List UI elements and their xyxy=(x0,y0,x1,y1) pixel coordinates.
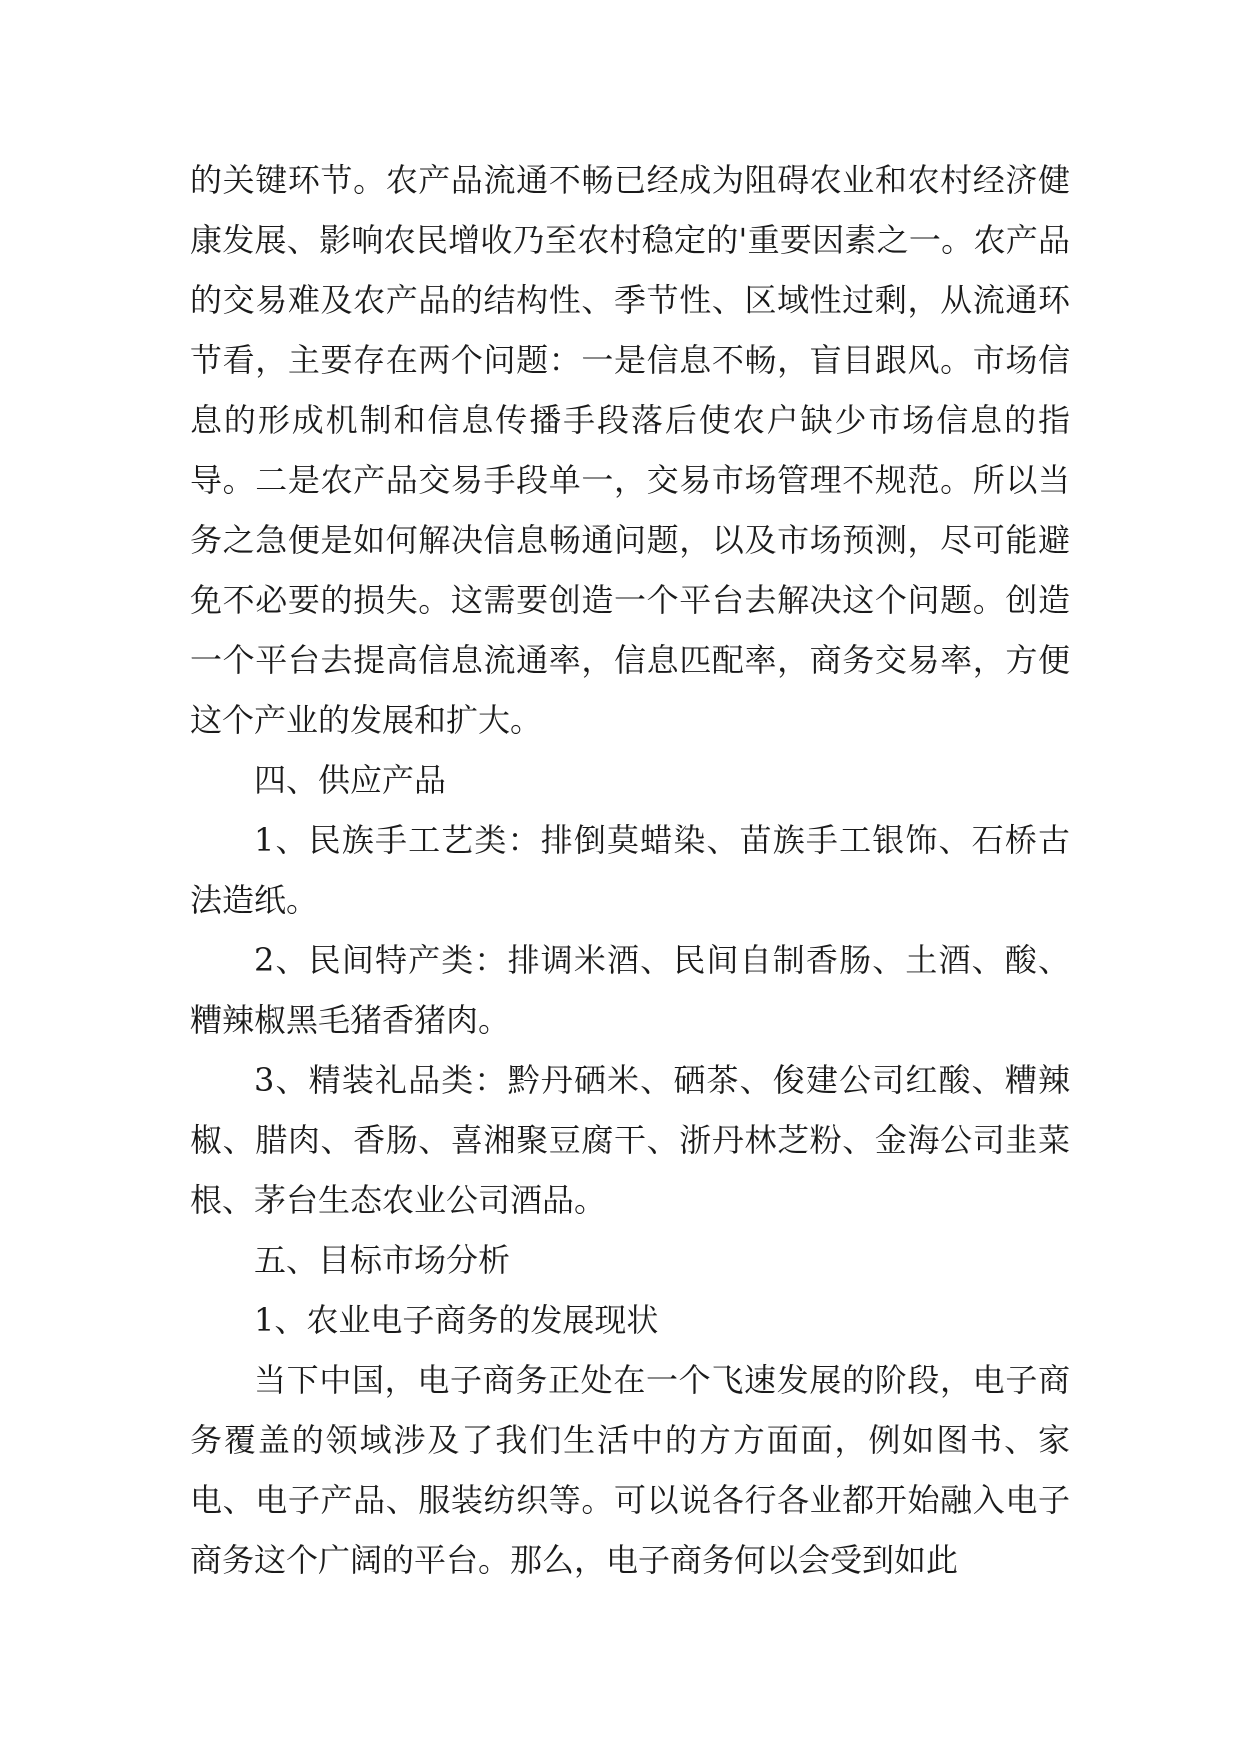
section-heading-supply-products: 四、供应产品 xyxy=(254,761,447,799)
list-item-ethnic-handicrafts: 1、民族手工艺类：排倒莫蜡染、苗族手工银饰、石桥古法造纸。 xyxy=(190,821,1070,919)
subheading-ecommerce-status: 1、农业电子商务的发展现状 xyxy=(254,1301,659,1339)
list-item-folk-specialties: 2、民间特产类：排调米酒、民间自制香肠、土酒、酸、糟辣椒黑毛猪香猪肉。 xyxy=(190,941,1070,1039)
list-item-gift-packages: 3、精装礼品类：黔丹硒米、硒茶、俊建公司红酸、糟辣椒、腊肉、香肠、喜湘聚豆腐干、浙丹林芝粉、金海公司韭菜根、茅台生态农业公司酒品。 xyxy=(190,1061,1070,1219)
document-body xyxy=(190,150,1070,1590)
section-heading-target-market: 五、目标市场分析 xyxy=(254,1241,511,1279)
paragraph-circulation-problem: 的关键环节。农产品流通不畅已经成为阻碍农业和农村经济健康发展、影响农民增收乃至农村稳定的'重要因素之一。农产品的交易难及农产品的结构性、季节性、区域性过剩，从流通环节看，主要存在两个问题：一是信息不畅，盲目跟风。市场信息的形成机制和信息传播手段落后使农户缺少市场信息的指导。二是农产品交易手段单一，交易市场管理不规范。所以当务之急便是如何解决信息畅通问题，以及市场预测，尽可能避免不必要的损失。这需要创造一个平台去解决这个问题。创造一个平台去提高信息流通率，信息匹配率，商务交易率，方便这个产业的发展和扩大。 xyxy=(190,161,1070,739)
paragraph-ecommerce-development: 当下中国，电子商务正处在一个飞速发展的阶段，电子商务覆盖的领域涉及了我们生活中的方方面面，例如图书、家电、电子产品、服装纺织等。可以说各行各业都开始融入电子商务这个广阔的平台。那么，电子商务何以会受到如此 xyxy=(190,1361,1070,1579)
